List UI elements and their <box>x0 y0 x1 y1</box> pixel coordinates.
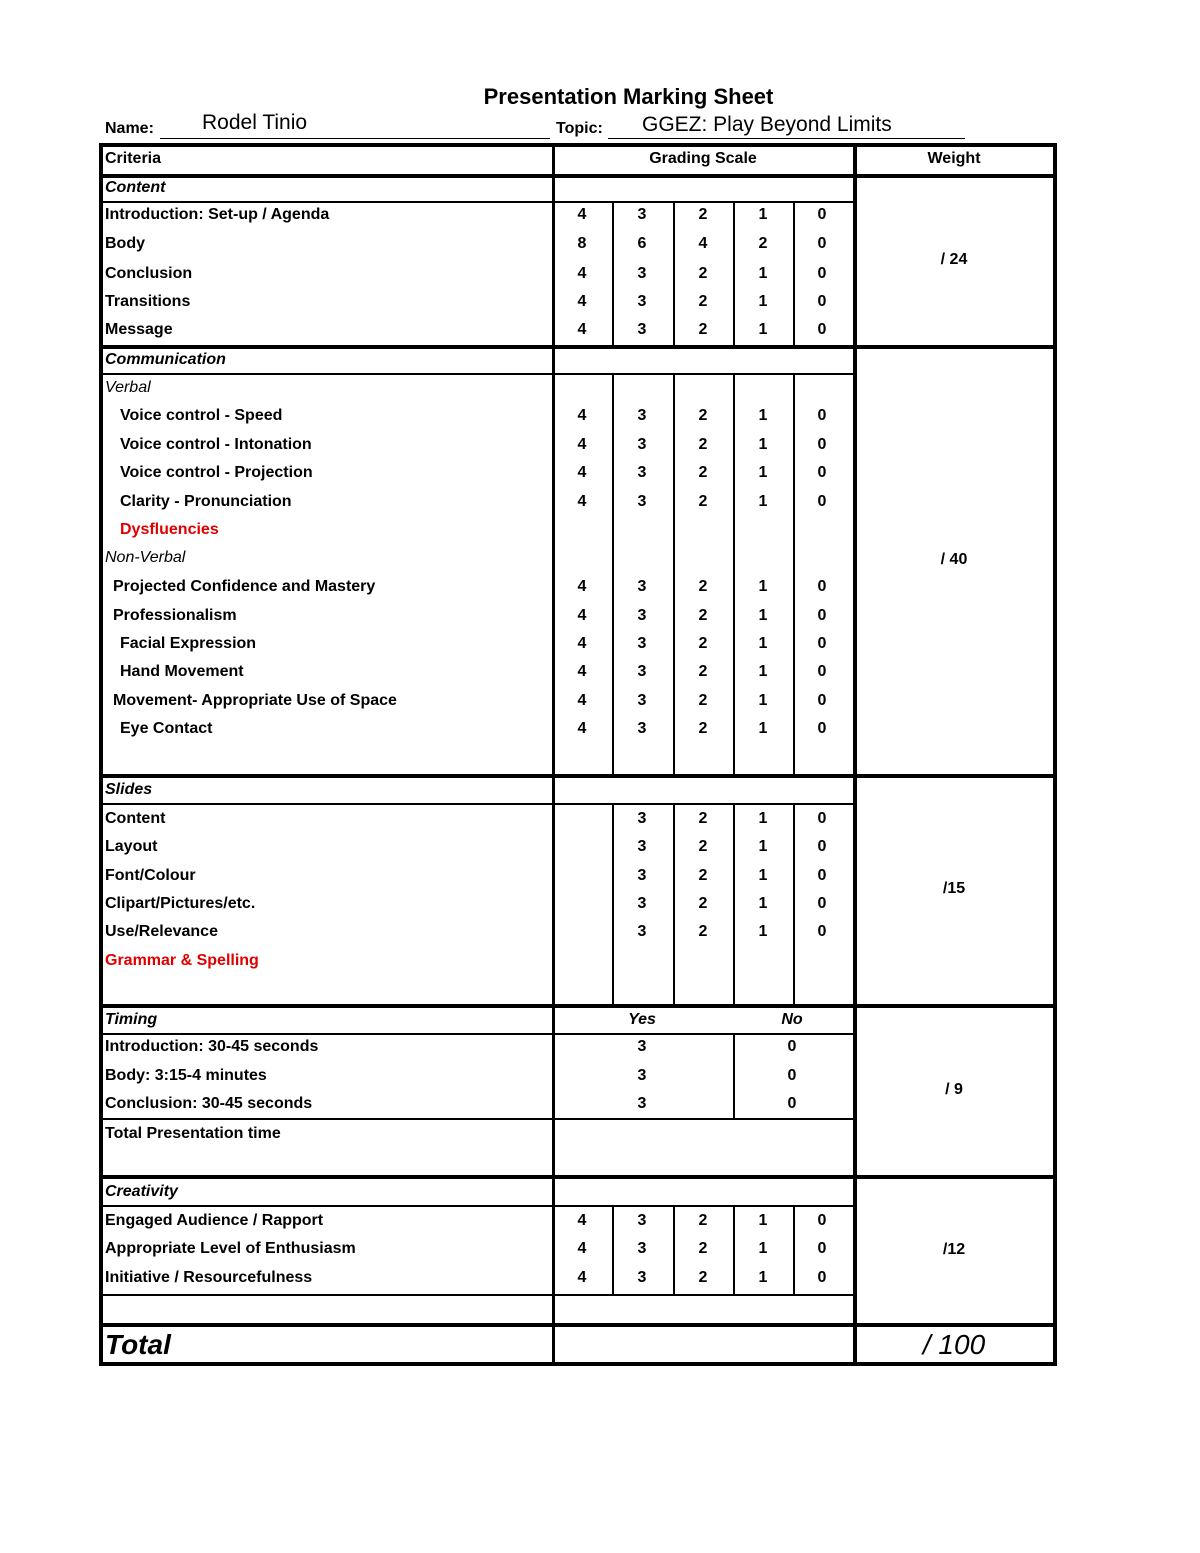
score-column-divider <box>733 1207 735 1294</box>
slides-row-2-score-4: 0 <box>817 867 827 884</box>
nonverbal-row-0-score-2: 2 <box>698 578 708 595</box>
verbal-row-3-score-3: 1 <box>758 493 768 510</box>
slides-weight: /15 <box>942 880 966 897</box>
content-row-3-score-0: 4 <box>577 293 587 310</box>
content-row-0-score-3: 1 <box>758 206 768 223</box>
content-row-4-score-4: 0 <box>817 321 827 338</box>
nonverbal-subheading: Non-Verbal <box>105 549 186 566</box>
total-value: / 100 <box>922 1329 986 1360</box>
creativity-row-1-score-0: 4 <box>577 1240 587 1257</box>
score-column-divider <box>733 375 735 774</box>
content-weight: / 24 <box>940 251 968 268</box>
slides-row-4-score-4: 0 <box>817 923 827 940</box>
content-row-0-score-4: 0 <box>817 206 827 223</box>
nonverbal-row-2-label: Facial Expression <box>120 635 257 652</box>
name-field[interactable]: Rodel Tinio <box>202 111 308 134</box>
timing-weight: / 9 <box>945 1081 963 1098</box>
content-row-3-score-1: 3 <box>637 293 647 310</box>
section-creativity-title: Creativity <box>105 1183 178 1200</box>
slides-row-4-score-2: 2 <box>698 923 708 940</box>
slides-row-3-score-3: 1 <box>758 895 768 912</box>
section-border <box>99 345 1057 349</box>
creativity-row-2-label: Initiative / Resourcefulness <box>105 1269 313 1286</box>
nonverbal-row-2-score-1: 3 <box>637 635 647 652</box>
content-row-0-label: Introduction: Set-up / Agenda <box>105 206 330 223</box>
slides-row-2-label: Font/Colour <box>105 867 196 884</box>
content-row-1-score-0: 8 <box>577 235 587 252</box>
section-slides-title: Slides <box>105 781 153 798</box>
section-timing-title: Timing <box>105 1011 158 1028</box>
slides-row-2-score-3: 1 <box>758 867 768 884</box>
slides-row-4-score-1: 3 <box>637 923 647 940</box>
verbal-row-2-score-2: 2 <box>698 464 708 481</box>
content-row-0-score-0: 4 <box>577 206 587 223</box>
verbal-row-0-score-0: 4 <box>577 407 587 424</box>
content-row-2-score-3: 1 <box>758 265 768 282</box>
score-column-divider <box>612 375 614 774</box>
creativity-row-0-score-1: 3 <box>637 1212 647 1229</box>
verbal-row-2-score-3: 1 <box>758 464 768 481</box>
slides-row-1-score-1: 3 <box>637 838 647 855</box>
content-row-1-score-4: 0 <box>817 235 827 252</box>
nonverbal-row-5-score-0: 4 <box>577 720 587 737</box>
nonverbal-row-5-score-3: 1 <box>758 720 768 737</box>
grammar-spelling-label: Grammar & Spelling <box>105 952 259 969</box>
score-column-divider <box>612 805 614 1004</box>
verbal-row-1-score-4: 0 <box>817 436 827 453</box>
slides-row-3-score-1: 3 <box>637 895 647 912</box>
verbal-row-3-score-1: 3 <box>637 493 647 510</box>
creativity-row-1-label: Appropriate Level of Enthusiasm <box>105 1240 356 1257</box>
nonverbal-row-3-score-1: 3 <box>637 663 647 680</box>
nonverbal-row-3-score-2: 2 <box>698 663 708 680</box>
creativity-row-2-score-4: 0 <box>817 1269 827 1286</box>
creativity-row-0-score-2: 2 <box>698 1212 708 1229</box>
verbal-row-1-score-0: 4 <box>577 436 587 453</box>
nonverbal-row-5-score-1: 3 <box>637 720 647 737</box>
verbal-subheading: Verbal <box>105 379 151 396</box>
table-border-right <box>1053 143 1057 1366</box>
total-presentation-time-label: Total Presentation time <box>105 1125 281 1142</box>
slides-row-1-score-4: 0 <box>817 838 827 855</box>
timing-row-0-no: 0 <box>787 1038 797 1055</box>
timing-row-2-no: 0 <box>787 1095 797 1112</box>
verbal-row-0-score-3: 1 <box>758 407 768 424</box>
content-row-3-score-4: 0 <box>817 293 827 310</box>
content-row-4-label: Message <box>105 321 173 338</box>
verbal-row-2-score-4: 0 <box>817 464 827 481</box>
verbal-row-2-label: Voice control - Projection <box>120 464 313 481</box>
table-border-left <box>99 143 103 1366</box>
content-row-1-score-1: 6 <box>637 235 647 252</box>
nonverbal-row-5-score-4: 0 <box>817 720 827 737</box>
score-column-divider <box>793 1207 795 1294</box>
timing-row-1-label: Body: 3:15-4 minutes <box>105 1067 267 1084</box>
section-separator <box>99 373 855 375</box>
name-label: Name: <box>105 120 154 137</box>
topic-underline <box>608 138 965 139</box>
creativity-row-0-score-4: 0 <box>817 1212 827 1229</box>
content-row-3-score-3: 1 <box>758 293 768 310</box>
content-row-0-score-2: 2 <box>698 206 708 223</box>
total-label: Total <box>105 1329 171 1360</box>
header-grading-scale: Grading Scale <box>649 150 757 167</box>
nonverbal-row-5-score-2: 2 <box>698 720 708 737</box>
nonverbal-row-3-label: Hand Movement <box>120 663 244 680</box>
nonverbal-row-4-score-4: 0 <box>817 692 827 709</box>
score-column-divider <box>733 203 735 345</box>
verbal-row-3-score-4: 0 <box>817 493 827 510</box>
section-separator <box>99 201 855 203</box>
content-row-4-score-2: 2 <box>698 321 708 338</box>
creativity-weight: /12 <box>942 1241 966 1258</box>
verbal-row-1-label: Voice control - Intonation <box>120 436 312 453</box>
nonverbal-row-4-score-3: 1 <box>758 692 768 709</box>
content-row-3-label: Transitions <box>105 293 191 310</box>
score-column-divider <box>793 805 795 1004</box>
content-row-4-score-1: 3 <box>637 321 647 338</box>
verbal-row-2-score-1: 3 <box>637 464 647 481</box>
content-row-2-label: Conclusion <box>105 265 193 282</box>
header-weight: Weight <box>927 150 981 167</box>
creativity-row-2-score-0: 4 <box>577 1269 587 1286</box>
timing-row-1-no: 0 <box>787 1067 797 1084</box>
slides-row-3-score-4: 0 <box>817 895 827 912</box>
nonverbal-row-5-label: Eye Contact <box>120 720 213 737</box>
marking-table <box>99 143 1057 1366</box>
verbal-row-3-score-0: 4 <box>577 493 587 510</box>
creativity-row-1-score-3: 1 <box>758 1240 768 1257</box>
nonverbal-row-4-label: Movement- Appropriate Use of Space <box>113 692 397 709</box>
verbal-row-1-score-2: 2 <box>698 436 708 453</box>
nonverbal-row-4-score-0: 4 <box>577 692 587 709</box>
topic-label: Topic: <box>556 120 603 137</box>
section-content-title: Content <box>105 179 166 196</box>
creativity-row-2-score-1: 3 <box>637 1269 647 1286</box>
header-criteria: Criteria <box>105 150 162 167</box>
nonverbal-row-0-score-1: 3 <box>637 578 647 595</box>
slides-row-0-label: Content <box>105 810 166 827</box>
score-column-divider <box>673 805 675 1004</box>
creativity-row-1-score-1: 3 <box>637 1240 647 1257</box>
timing-no-header: No <box>781 1011 803 1028</box>
header-separator <box>99 174 1057 178</box>
slides-row-4-score-3: 1 <box>758 923 768 940</box>
nonverbal-row-4-score-1: 3 <box>637 692 647 709</box>
content-row-4-score-3: 1 <box>758 321 768 338</box>
row-separator <box>99 1118 855 1120</box>
nonverbal-row-1-score-0: 4 <box>577 607 587 624</box>
slides-row-2-score-2: 2 <box>698 867 708 884</box>
content-row-2-score-0: 4 <box>577 265 587 282</box>
page-title: Presentation Marking Sheet <box>483 84 774 109</box>
slides-row-3-label: Clipart/Pictures/etc. <box>105 895 256 912</box>
section-border <box>99 1175 1057 1179</box>
content-row-0-score-1: 3 <box>637 206 647 223</box>
nonverbal-row-3-score-0: 4 <box>577 663 587 680</box>
slides-row-0-score-1: 3 <box>637 810 647 827</box>
nonverbal-row-2-score-4: 0 <box>817 635 827 652</box>
score-column-divider <box>673 375 675 774</box>
verbal-row-3-label: Clarity - Pronunciation <box>120 493 292 510</box>
nonverbal-row-0-score-3: 1 <box>758 578 768 595</box>
nonverbal-row-1-label: Professionalism <box>113 607 237 624</box>
section-border <box>99 774 1057 778</box>
nonverbal-row-0-label: Projected Confidence and Mastery <box>113 578 376 595</box>
creativity-row-0-score-3: 1 <box>758 1212 768 1229</box>
content-row-2-score-1: 3 <box>637 265 647 282</box>
creativity-row-0-score-0: 4 <box>577 1212 587 1229</box>
score-column-divider <box>673 203 675 345</box>
verbal-row-0-score-2: 2 <box>698 407 708 424</box>
nonverbal-row-3-score-4: 0 <box>817 663 827 680</box>
nonverbal-row-1-score-4: 0 <box>817 607 827 624</box>
verbal-row-2-score-0: 4 <box>577 464 587 481</box>
nonverbal-row-1-score-1: 3 <box>637 607 647 624</box>
section-border <box>99 1004 1057 1008</box>
nonverbal-row-0-score-4: 0 <box>817 578 827 595</box>
content-row-1-label: Body <box>105 235 145 252</box>
slides-row-0-score-3: 1 <box>758 810 768 827</box>
creativity-row-1-score-2: 2 <box>698 1240 708 1257</box>
verbal-row-0-score-4: 0 <box>817 407 827 424</box>
score-column-divider <box>612 203 614 345</box>
nonverbal-row-4-score-2: 2 <box>698 692 708 709</box>
content-row-1-score-2: 4 <box>698 235 708 252</box>
slides-row-1-label: Layout <box>105 838 158 855</box>
topic-field[interactable]: GGEZ: Play Beyond Limits <box>642 113 892 136</box>
slides-row-1-score-3: 1 <box>758 838 768 855</box>
verbal-row-1-score-1: 3 <box>637 436 647 453</box>
timing-row-0-label: Introduction: 30-45 seconds <box>105 1038 319 1055</box>
verbal-row-0-score-1: 3 <box>637 407 647 424</box>
section-communication-title: Communication <box>105 351 226 368</box>
creativity-row-0-label: Engaged Audience / Rapport <box>105 1212 324 1229</box>
nonverbal-row-3-score-3: 1 <box>758 663 768 680</box>
nonverbal-row-1-score-3: 1 <box>758 607 768 624</box>
weight-divider <box>853 143 857 1366</box>
content-row-2-score-4: 0 <box>817 265 827 282</box>
communication-weight: / 40 <box>940 551 968 568</box>
content-row-1-score-3: 2 <box>758 235 768 252</box>
timing-row-2-yes: 3 <box>637 1095 647 1112</box>
slides-row-4-label: Use/Relevance <box>105 923 218 940</box>
section-separator <box>99 1033 855 1035</box>
slides-row-0-score-4: 0 <box>817 810 827 827</box>
slides-row-0-score-2: 2 <box>698 810 708 827</box>
timing-row-2-label: Conclusion: 30-45 seconds <box>105 1095 313 1112</box>
creativity-row-2-score-2: 2 <box>698 1269 708 1286</box>
verbal-row-1-score-3: 1 <box>758 436 768 453</box>
slides-row-1-score-2: 2 <box>698 838 708 855</box>
section-separator <box>99 803 855 805</box>
name-underline <box>160 138 550 139</box>
timing-row-1-yes: 3 <box>637 1067 647 1084</box>
nonverbal-row-0-score-0: 4 <box>577 578 587 595</box>
nonverbal-row-2-score-2: 2 <box>698 635 708 652</box>
timing-yes-no-divider <box>733 1035 735 1118</box>
timing-yes-header: Yes <box>628 1011 656 1028</box>
row-separator <box>99 1294 855 1296</box>
table-border-top <box>99 143 1057 147</box>
creativity-row-1-score-4: 0 <box>817 1240 827 1257</box>
score-column-divider <box>793 375 795 774</box>
score-column-divider <box>673 1207 675 1294</box>
content-row-3-score-2: 2 <box>698 293 708 310</box>
nonverbal-row-1-score-2: 2 <box>698 607 708 624</box>
timing-row-0-yes: 3 <box>637 1038 647 1055</box>
creativity-row-2-score-3: 1 <box>758 1269 768 1286</box>
nonverbal-row-2-score-3: 1 <box>758 635 768 652</box>
section-separator <box>99 1205 855 1207</box>
nonverbal-row-2-score-0: 4 <box>577 635 587 652</box>
criteria-divider <box>552 143 555 1366</box>
content-row-2-score-2: 2 <box>698 265 708 282</box>
content-row-4-score-0: 4 <box>577 321 587 338</box>
slides-row-3-score-2: 2 <box>698 895 708 912</box>
dysfluencies-label: Dysfluencies <box>120 521 219 538</box>
score-column-divider <box>612 1207 614 1294</box>
verbal-row-0-label: Voice control - Speed <box>120 407 283 424</box>
score-column-divider <box>793 203 795 345</box>
score-column-divider <box>733 805 735 1004</box>
verbal-row-3-score-2: 2 <box>698 493 708 510</box>
slides-row-2-score-1: 3 <box>637 867 647 884</box>
